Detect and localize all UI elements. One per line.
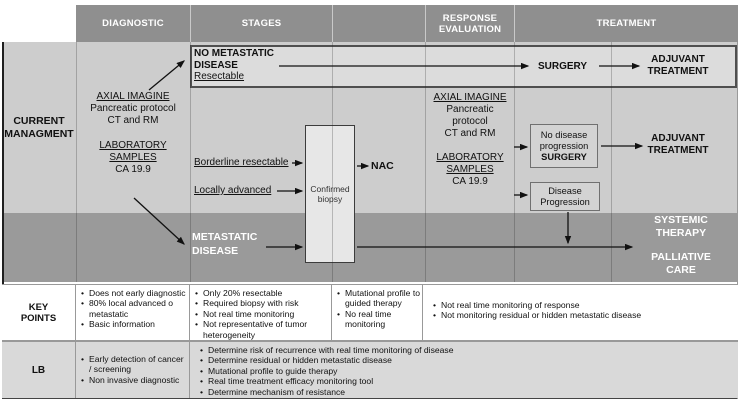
ca199-label: CA 19.9 xyxy=(115,164,151,175)
row-label-current-management xyxy=(2,115,76,141)
bullet-item: • Only 20% resectable xyxy=(195,288,283,298)
header-treatment-label: TREATMENT xyxy=(596,18,657,29)
header-response-label: RESPONSE EVALUATION xyxy=(438,12,502,35)
adjuvant-row1-line2: TREATMENT xyxy=(647,66,709,77)
grid-line xyxy=(190,42,191,282)
laboratory-label: LABORATORY xyxy=(436,152,504,163)
bullet-item: • Required biopsy with risk xyxy=(195,298,299,309)
header-treatment xyxy=(514,5,738,42)
systemic-line1: SYSTEMIC xyxy=(654,214,708,226)
no-metastatic-line2: DISEASE xyxy=(194,59,238,71)
laboratory-label: LABORATORY xyxy=(99,140,167,151)
grid-line xyxy=(76,42,77,282)
locally-advanced-label xyxy=(194,185,271,197)
ct-rm-label: CT and RM xyxy=(107,115,159,126)
current-line2: MANAGMENT xyxy=(4,128,74,140)
spacer xyxy=(427,140,513,152)
disease-progression-box xyxy=(530,182,600,211)
key-points-response xyxy=(332,285,423,340)
bullet-item: • No real time monitoring xyxy=(337,308,392,330)
bullet-item: • Real time treatment efficacy monitoring tool xyxy=(200,376,374,387)
confirmed-biopsy-box xyxy=(305,125,355,263)
lb-liquid-biopsy xyxy=(190,342,738,398)
header-stages xyxy=(190,5,332,42)
ca199-label: CA 19.9 xyxy=(452,176,488,187)
grid-line xyxy=(514,42,515,282)
borderline-resectable-label xyxy=(194,157,289,169)
protocol-label: protocol xyxy=(452,116,488,127)
grid-line xyxy=(611,42,612,282)
spacer xyxy=(78,127,188,140)
progression-line1: Disease xyxy=(548,185,582,196)
metastatic-disease-label xyxy=(192,230,257,258)
resectable-label: Resectable xyxy=(194,71,245,82)
bullet-item: • Mutational profile to guide therapy xyxy=(200,365,338,376)
palliative-line2: CARE xyxy=(666,264,696,276)
bullet-item: • Basic information xyxy=(81,319,155,330)
surgery-row1-label xyxy=(538,61,592,73)
adjuvant-treatment-row1 xyxy=(642,54,714,78)
locally-advanced-text: Locally advanced xyxy=(194,185,272,196)
header-biopsy-column xyxy=(332,5,425,42)
current-line1: CURRENT xyxy=(13,115,65,127)
key-line1: KEY xyxy=(28,301,49,313)
diagnostic-panel xyxy=(78,91,188,176)
ct-rm-label: CT and RM xyxy=(444,128,496,139)
samples-label: SAMPLES xyxy=(446,164,494,175)
no-metastatic-group xyxy=(194,48,304,83)
grid-line xyxy=(425,42,426,282)
bullet-item: • Mutational profile to guided therapy xyxy=(337,288,420,309)
header-response-evaluation xyxy=(425,5,514,42)
metastatic-band xyxy=(2,213,738,282)
axial-imaging-label: AXIAL IMAGINE xyxy=(96,91,170,102)
pancreatic-protocol-label: Pancreatic protocol xyxy=(90,103,176,114)
samples-label: SAMPLES xyxy=(109,152,157,163)
bullet-item: • 80% local advanced o metastatic xyxy=(81,298,174,319)
bullet-item: • Not real time monitoring xyxy=(195,308,295,319)
bullet-item: • Non invasive diagnostic xyxy=(81,374,180,385)
key-points-row xyxy=(2,284,738,341)
grid-line xyxy=(332,42,333,282)
no-progression-surgery-label: SURGERY xyxy=(541,151,587,162)
systemic-therapy-label xyxy=(644,214,718,240)
no-progression-line2: progression xyxy=(539,140,589,151)
lb-text: LB xyxy=(31,364,46,376)
key-points-treatment xyxy=(423,285,738,340)
metastatic-line1: METASTATIC xyxy=(192,231,258,243)
bullet-item: • Determine residual or hidden metastatic disease xyxy=(200,355,392,366)
palliative-care-label xyxy=(644,251,718,277)
bullet-item: • Early detection of cancer / screening xyxy=(81,354,184,375)
bullet-item: • Determine risk of recurrence with real time monitoring of disease xyxy=(200,345,454,355)
no-progression-surgery-box xyxy=(530,124,598,168)
axial-imaging-label: AXIAL IMAGINE xyxy=(433,92,507,103)
key-points-label xyxy=(2,285,76,340)
key-line2: POINTS xyxy=(20,312,57,324)
header-diagnostic xyxy=(76,5,190,42)
header-stages-label: STAGES xyxy=(241,18,282,29)
borderline-text: Borderline resectable xyxy=(194,157,289,168)
biopsy-label-line2: biopsy xyxy=(317,194,343,204)
bullet-item: • Not representative of tumor heterogeneity xyxy=(195,319,308,340)
lb-diagnostic xyxy=(76,342,190,398)
nac-text: NAC xyxy=(371,160,394,172)
response-evaluation-panel xyxy=(427,92,513,188)
systemic-line2: THERAPY xyxy=(655,227,707,239)
key-points-diagnostic xyxy=(76,285,190,340)
bullet-item: • Not monitoring residual or hidden metastatic disease xyxy=(433,310,642,321)
palliative-line1: PALLIATIVE xyxy=(651,251,711,263)
metastatic-line2: DISEASE xyxy=(192,245,239,257)
bullet-item: • Does not early diagnostic xyxy=(81,288,186,298)
key-points-stages xyxy=(190,285,332,340)
adjuvant-treatment-row2 xyxy=(640,133,716,157)
surgery-text: SURGERY xyxy=(538,61,588,72)
lb-row xyxy=(2,341,738,398)
bullet-item: • Not real time monitoring of response xyxy=(433,300,580,310)
nac-label xyxy=(371,160,394,172)
header-diagnostic-label: DIAGNOSTIC xyxy=(102,18,164,29)
lb-label xyxy=(2,342,76,398)
no-progression-line1: No disease xyxy=(540,129,588,140)
progression-line2: Progression xyxy=(540,196,590,207)
adjuvant-row2-line1: ADJUVANT xyxy=(651,133,705,144)
adjuvant-row1-line1: ADJUVANT xyxy=(651,54,705,65)
biopsy-label-line1: Confirmed xyxy=(310,184,350,194)
bullet-item: • Determine mechanism of resistance xyxy=(200,386,346,397)
pancreatic-label: Pancreatic xyxy=(446,104,494,115)
adjuvant-row2-line2: TREATMENT xyxy=(647,145,709,156)
no-metastatic-line1: NO METASTATIC xyxy=(194,48,274,59)
